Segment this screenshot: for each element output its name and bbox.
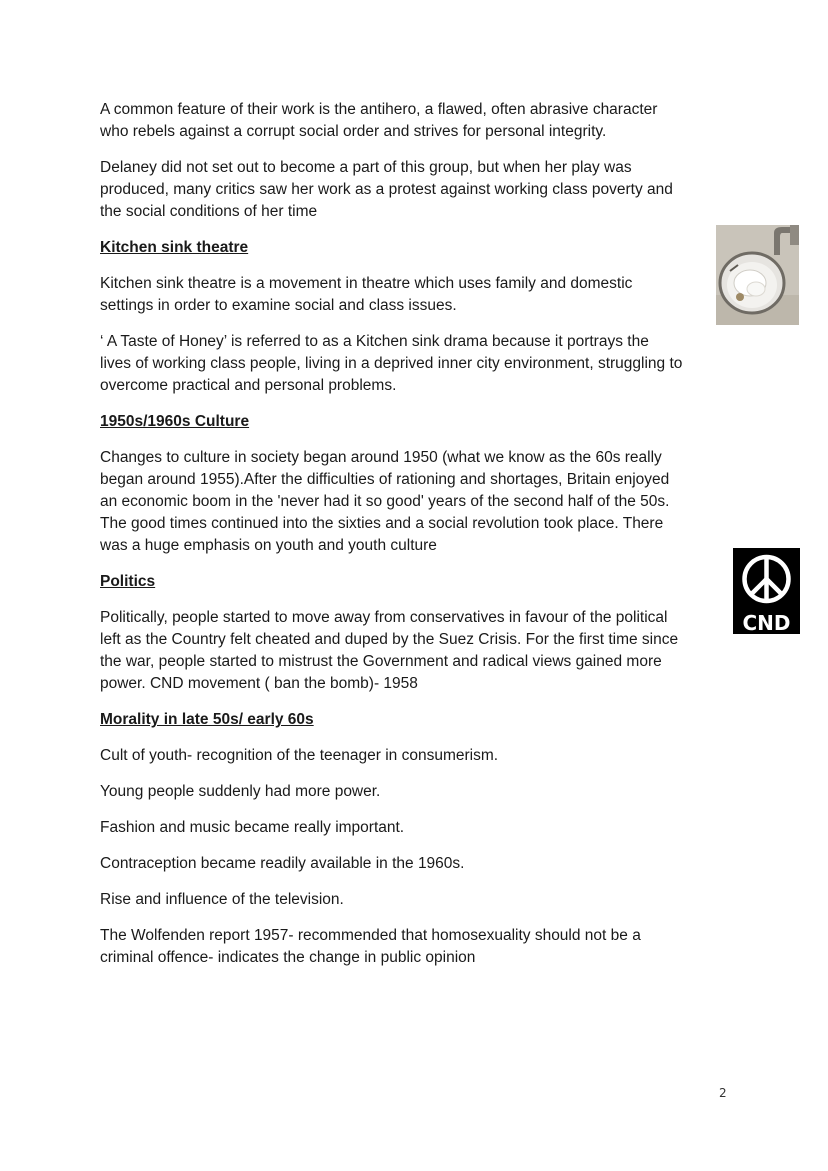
heading-morality: Morality in late 50s/ early 60s — [100, 711, 314, 728]
kitchen-sink-definition: Kitchen sink theatre is a movement in theatre which uses family and domestic settings in order to examine social and class issues. — [100, 275, 633, 314]
morality-item: Young people suddenly had more power. — [100, 783, 381, 800]
intro-paragraph-antihero: A common feature of their work is the antihero, a flawed, often abrasive character who rebels against a corrupt social order and strives for personal integrity. — [100, 101, 658, 140]
morality-item: Fashion and music became really important. — [100, 819, 405, 836]
heading-culture: 1950s/1960s Culture — [100, 413, 250, 430]
kitchen-sink-photo — [716, 225, 799, 325]
morality-item: The Wolfenden report 1957- recommended that homosexuality should not be a criminal offence- indicates the change in public opinion — [100, 927, 641, 966]
page-number: 2 — [719, 1086, 727, 1100]
morality-item: Contraception became readily available in the 1960s. — [100, 855, 465, 872]
document-body — [100, 99, 740, 983]
cnd-logo-text: CND — [742, 611, 791, 634]
heading-politics: Politics — [100, 573, 156, 590]
heading-kitchen-sink-theatre: Kitchen sink theatre — [100, 239, 249, 256]
kitchen-sink-illustration — [716, 225, 799, 325]
morality-item: Cult of youth- recognition of the teenager in consumerism. — [100, 747, 499, 764]
cnd-logo — [733, 548, 800, 634]
politics-paragraph: Politically, people started to move away from conservatives in favour of the political left as the Country felt cheated and duped by the Suez Crisis. For the first time since the war, people started to mistrust the Government and radical views gained more power. CND movement ( ban the bomb)- 1958 — [100, 609, 679, 692]
culture-paragraph: Changes to culture in society began around 1950 (what we know as the 60s really began around 1955).After the difficulties of rationing and shortages, Britain enjoyed an economic boom in the 'never had it so good' years of the second half of the 50s. The good times continued into the sixties and a social revolution took place. There was a huge emphasis on youth and youth culture — [100, 449, 670, 554]
morality-item: Rise and influence of the television. — [100, 891, 344, 908]
intro-paragraph-delaney: Delaney did not set out to become a part of this group, but when her play was produced, many critics saw her work as a protest against working class poverty and the social conditions of her time — [100, 159, 673, 220]
taste-of-honey-paragraph: ‘ A Taste of Honey’ is referred to as a Kitchen sink drama because it portrays the lives of working class people, living in a deprived inner city environment, struggling to overcome practical and personal problems. — [100, 333, 683, 394]
